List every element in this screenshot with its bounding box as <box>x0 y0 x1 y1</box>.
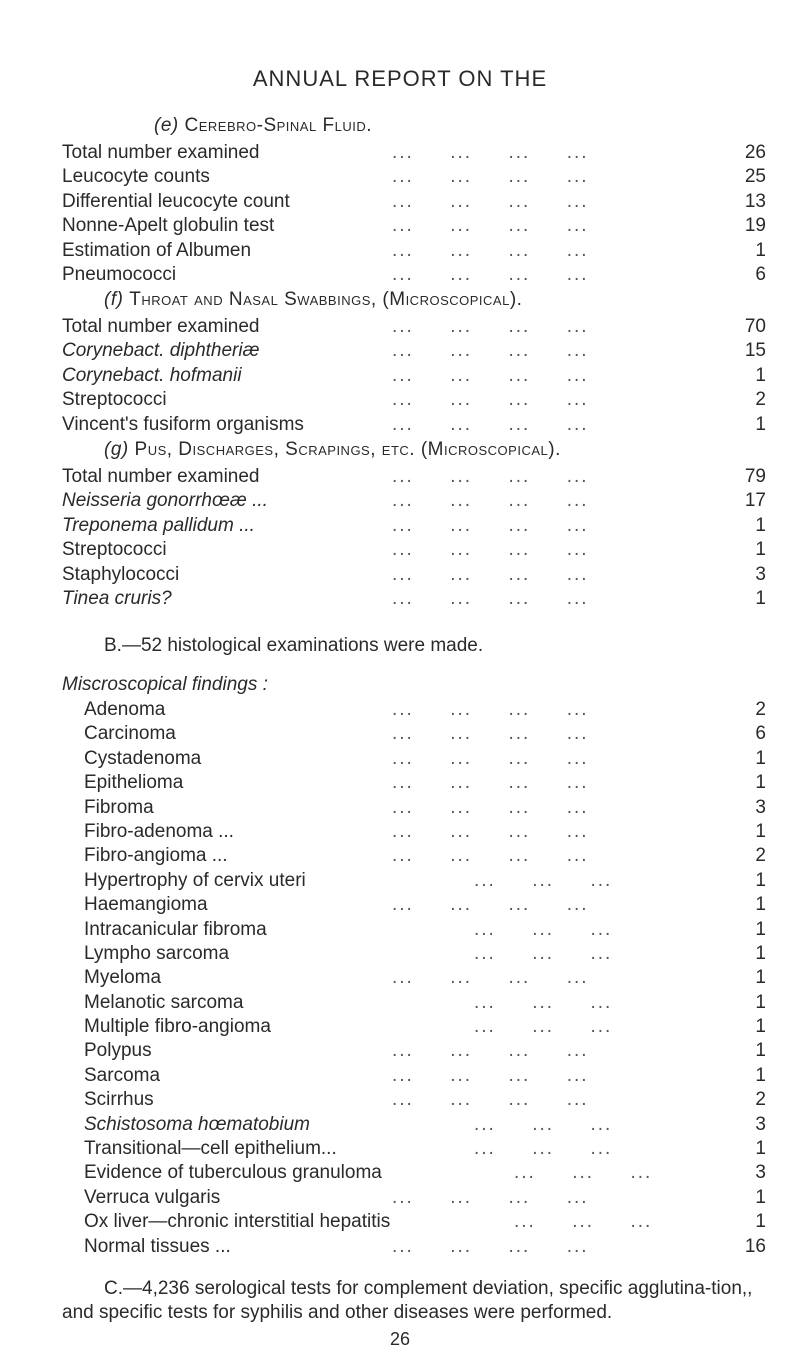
list-item <box>84 918 766 942</box>
item-label: Intracanicular fibroma <box>84 918 267 940</box>
list-item <box>62 514 766 538</box>
list-item <box>62 538 766 562</box>
item-label: Pneumococci <box>62 263 177 285</box>
leader-dots: ... ... ... <box>474 991 613 1013</box>
section-f-letter: (f) <box>104 289 124 310</box>
leader-dots: ... ... ... ... <box>392 1186 589 1208</box>
list-item <box>84 1088 766 1112</box>
leader-dots: ... ... ... ... <box>392 389 589 411</box>
list-item <box>84 722 766 746</box>
list-item <box>62 489 766 513</box>
item-value: 3 <box>755 1113 766 1135</box>
item-value: 1 <box>755 747 766 769</box>
item-label: Treponema pallidum ... <box>62 514 255 536</box>
item-value: 13 <box>744 190 766 212</box>
leader-dots: ... ... ... <box>514 1211 653 1233</box>
section-g-list <box>62 465 766 611</box>
item-value: 26 <box>744 142 766 163</box>
item-value: 6 <box>755 263 766 285</box>
section-g-title: Pus, Discharges, Scrapings, etc. (Microscopical). <box>134 439 561 460</box>
item-label: Staphylococci <box>62 563 180 585</box>
list-item <box>84 1137 766 1161</box>
item-label: Fibro-angioma ... <box>84 845 228 867</box>
item-label: Evidence of tuberculous granuloma <box>84 1162 382 1184</box>
list-item <box>62 165 766 189</box>
leader-dots: ... ... ... <box>514 1162 653 1184</box>
item-label: Total number examined <box>62 316 260 337</box>
item-value: 1 <box>755 239 766 261</box>
section-f-list <box>62 315 766 437</box>
leader-dots: ... ... ... ... <box>392 215 589 237</box>
item-label: Epithelioma <box>84 772 184 794</box>
item-value: 2 <box>755 699 766 720</box>
item-value: 1 <box>755 364 766 386</box>
list-item <box>84 1039 766 1063</box>
item-value: 1 <box>755 942 766 964</box>
item-label: Total number examined <box>62 466 260 487</box>
leader-dots: ... ... ... ... <box>392 1089 589 1111</box>
item-value: 1 <box>755 413 766 435</box>
leader-dots: ... ... ... ... <box>392 1040 589 1062</box>
item-label: Multiple fibro-angioma <box>84 1016 271 1038</box>
item-label: Melanotic sarcoma <box>84 991 244 1013</box>
leader-dots: ... ... ... <box>474 1138 613 1160</box>
item-label: Haemangioma <box>84 894 208 916</box>
item-label: Lympho sarcoma <box>84 942 230 964</box>
list-item <box>84 869 766 893</box>
list-item <box>84 1161 766 1185</box>
running-head: ANNUAL REPORT ON THE <box>252 66 548 91</box>
leader-dots: ... ... ... ... <box>392 239 589 261</box>
item-value: 3 <box>755 796 766 818</box>
item-value: 1 <box>755 820 766 842</box>
item-value: 19 <box>744 215 766 237</box>
section-c-paragraph: C.—4,236 serological tests for complement deviation, specific agglutina-tion,, and specific tests for syphilis and other diseases were performed. <box>62 1278 753 1323</box>
item-label: Adenoma <box>84 699 166 720</box>
list-item <box>62 263 766 287</box>
item-value: 3 <box>755 1162 766 1184</box>
list-item <box>62 141 766 165</box>
list-item <box>62 339 766 363</box>
item-label: Normal tissues ... <box>84 1235 231 1257</box>
leader-dots: ... ... ... ... <box>392 894 589 916</box>
list-item <box>62 214 766 238</box>
list-item <box>84 796 766 820</box>
item-value: 1 <box>755 869 766 891</box>
leader-dots: ... ... ... ... <box>392 514 589 536</box>
page-number: 26 <box>389 1329 411 1349</box>
leader-dots: ... ... ... <box>474 918 613 940</box>
item-label: Polypus <box>84 1040 152 1062</box>
section-b-intro: B.—52 histological examinations were made. <box>104 635 484 656</box>
list-item <box>84 1064 766 1088</box>
list-item <box>84 698 766 722</box>
item-value: 1 <box>755 1064 766 1086</box>
item-value: 1 <box>755 587 766 609</box>
item-label: Carcinoma <box>84 723 176 745</box>
list-item <box>84 966 766 990</box>
leader-dots: ... ... ... ... <box>392 723 589 745</box>
section-e-list <box>62 141 766 287</box>
leader-dots: ... ... ... ... <box>392 340 589 362</box>
item-value: 1 <box>755 1016 766 1038</box>
item-value: 1 <box>755 894 766 916</box>
item-label: Fibro-adenoma ... <box>84 820 234 842</box>
leader-dots: ... ... ... ... <box>392 166 589 188</box>
leader-dots: ... ... ... ... <box>392 539 589 561</box>
item-value: 1 <box>755 1186 766 1208</box>
item-label: Verruca vulgaris <box>84 1186 221 1208</box>
section-f-heading <box>104 289 522 311</box>
section-b-subheading: Miscroscopical findings : <box>62 674 268 695</box>
item-label: Neisseria gonorrhœæ ... <box>62 490 268 512</box>
list-item <box>84 1186 766 1210</box>
list-item <box>62 587 766 611</box>
list-item <box>84 820 766 844</box>
item-value: 70 <box>744 316 766 337</box>
list-item <box>84 1113 766 1137</box>
item-value: 3 <box>755 563 766 585</box>
item-label: Leucocyte counts <box>62 166 210 188</box>
item-value: 1 <box>755 1040 766 1062</box>
item-value: 1 <box>755 991 766 1013</box>
leader-dots: ... ... ... ... <box>392 316 589 337</box>
list-item <box>84 991 766 1015</box>
leader-dots: ... ... ... ... <box>392 820 589 842</box>
item-label: Sarcoma <box>84 1064 161 1086</box>
item-value: 2 <box>755 1089 766 1111</box>
item-value: 1 <box>755 772 766 794</box>
item-label: Schistosoma hœmatobium <box>84 1113 310 1135</box>
item-value: 1 <box>755 918 766 940</box>
leader-dots: ... ... ... ... <box>392 190 589 212</box>
section-e-letter: (e) <box>154 115 179 136</box>
leader-dots: ... ... ... ... <box>392 1064 589 1086</box>
leader-dots: ... ... ... ... <box>392 772 589 794</box>
section-g-letter: (g) <box>104 439 129 460</box>
list-item <box>84 771 766 795</box>
leader-dots: ... ... ... ... <box>392 563 589 585</box>
item-value: 79 <box>744 466 766 487</box>
item-value: 1 <box>755 1138 766 1160</box>
item-label: Corynebact. hofmanii <box>62 364 242 386</box>
item-label: Corynebact. diphtheriæ <box>62 340 260 362</box>
list-item <box>62 315 766 339</box>
section-f-title: Throat and Nasal Swabbings, (Microscopical). <box>129 289 523 310</box>
item-label: Tinea cruris? <box>62 587 172 609</box>
item-value: 1 <box>755 514 766 536</box>
leader-dots: ... ... ... ... <box>392 364 589 386</box>
list-item <box>62 563 766 587</box>
item-label: Differential leucocyte count <box>62 190 290 212</box>
list-item <box>84 1235 766 1259</box>
item-value: 16 <box>744 1235 766 1257</box>
list-item <box>84 893 766 917</box>
item-label: Fibroma <box>84 796 154 818</box>
leader-dots: ... ... ... ... <box>392 967 589 989</box>
leader-dots: ... ... ... <box>474 1016 613 1038</box>
item-label: Transitional—cell epithelium... <box>84 1138 337 1160</box>
list-item <box>84 942 766 966</box>
item-label: Cystadenoma <box>84 747 202 769</box>
leader-dots: ... ... ... <box>474 869 613 891</box>
item-value: 1 <box>755 539 766 561</box>
list-item <box>62 190 766 214</box>
item-value: 25 <box>744 166 766 188</box>
item-label: Hypertrophy of cervix uteri <box>84 869 306 891</box>
leader-dots: ... ... ... ... <box>392 263 589 285</box>
leader-dots: ... ... ... ... <box>392 845 589 867</box>
list-item <box>62 388 766 412</box>
leader-dots: ... ... ... ... <box>392 796 589 818</box>
item-label: Ox liver—chronic interstitial hepatitis <box>84 1211 391 1233</box>
list-item <box>62 364 766 388</box>
list-item <box>62 465 766 489</box>
item-label: Scirrhus <box>84 1089 154 1111</box>
list-item <box>84 1210 766 1234</box>
item-label: Nonne-Apelt globulin test <box>62 215 275 237</box>
list-item <box>62 413 766 437</box>
leader-dots: ... ... ... ... <box>392 466 589 487</box>
item-value: 15 <box>744 340 766 362</box>
item-label: Myeloma <box>84 967 162 989</box>
item-label: Estimation of Albumen <box>62 239 252 261</box>
list-item <box>84 844 766 868</box>
leader-dots: ... ... ... ... <box>392 747 589 769</box>
list-item <box>84 747 766 771</box>
item-value: 1 <box>755 1211 766 1233</box>
leader-dots: ... ... ... ... <box>392 490 589 512</box>
section-e-title: Cerebro-Spinal Fluid. <box>184 115 372 136</box>
item-label: Total number examined <box>62 142 260 163</box>
leader-dots: ... ... ... ... <box>392 699 589 720</box>
item-label: Vincent's fusiform organisms <box>62 413 304 435</box>
item-value: 17 <box>744 490 766 512</box>
section-g-heading <box>104 439 561 461</box>
item-value: 6 <box>755 723 766 745</box>
leader-dots: ... ... ... <box>474 1113 613 1135</box>
item-value: 2 <box>755 389 766 411</box>
leader-dots: ... ... ... ... <box>392 587 589 609</box>
leader-dots: ... ... ... ... <box>392 142 589 163</box>
section-e-heading <box>154 115 372 137</box>
leader-dots: ... ... ... ... <box>392 413 589 435</box>
leader-dots: ... ... ... <box>474 942 613 964</box>
list-item <box>84 1015 766 1039</box>
item-label: Streptococci <box>62 539 167 561</box>
leader-dots: ... ... ... ... <box>392 1235 589 1257</box>
item-value: 1 <box>755 967 766 989</box>
item-label: Streptococci <box>62 389 167 411</box>
list-item <box>62 239 766 263</box>
section-b-list <box>84 698 766 1259</box>
item-value: 2 <box>755 845 766 867</box>
